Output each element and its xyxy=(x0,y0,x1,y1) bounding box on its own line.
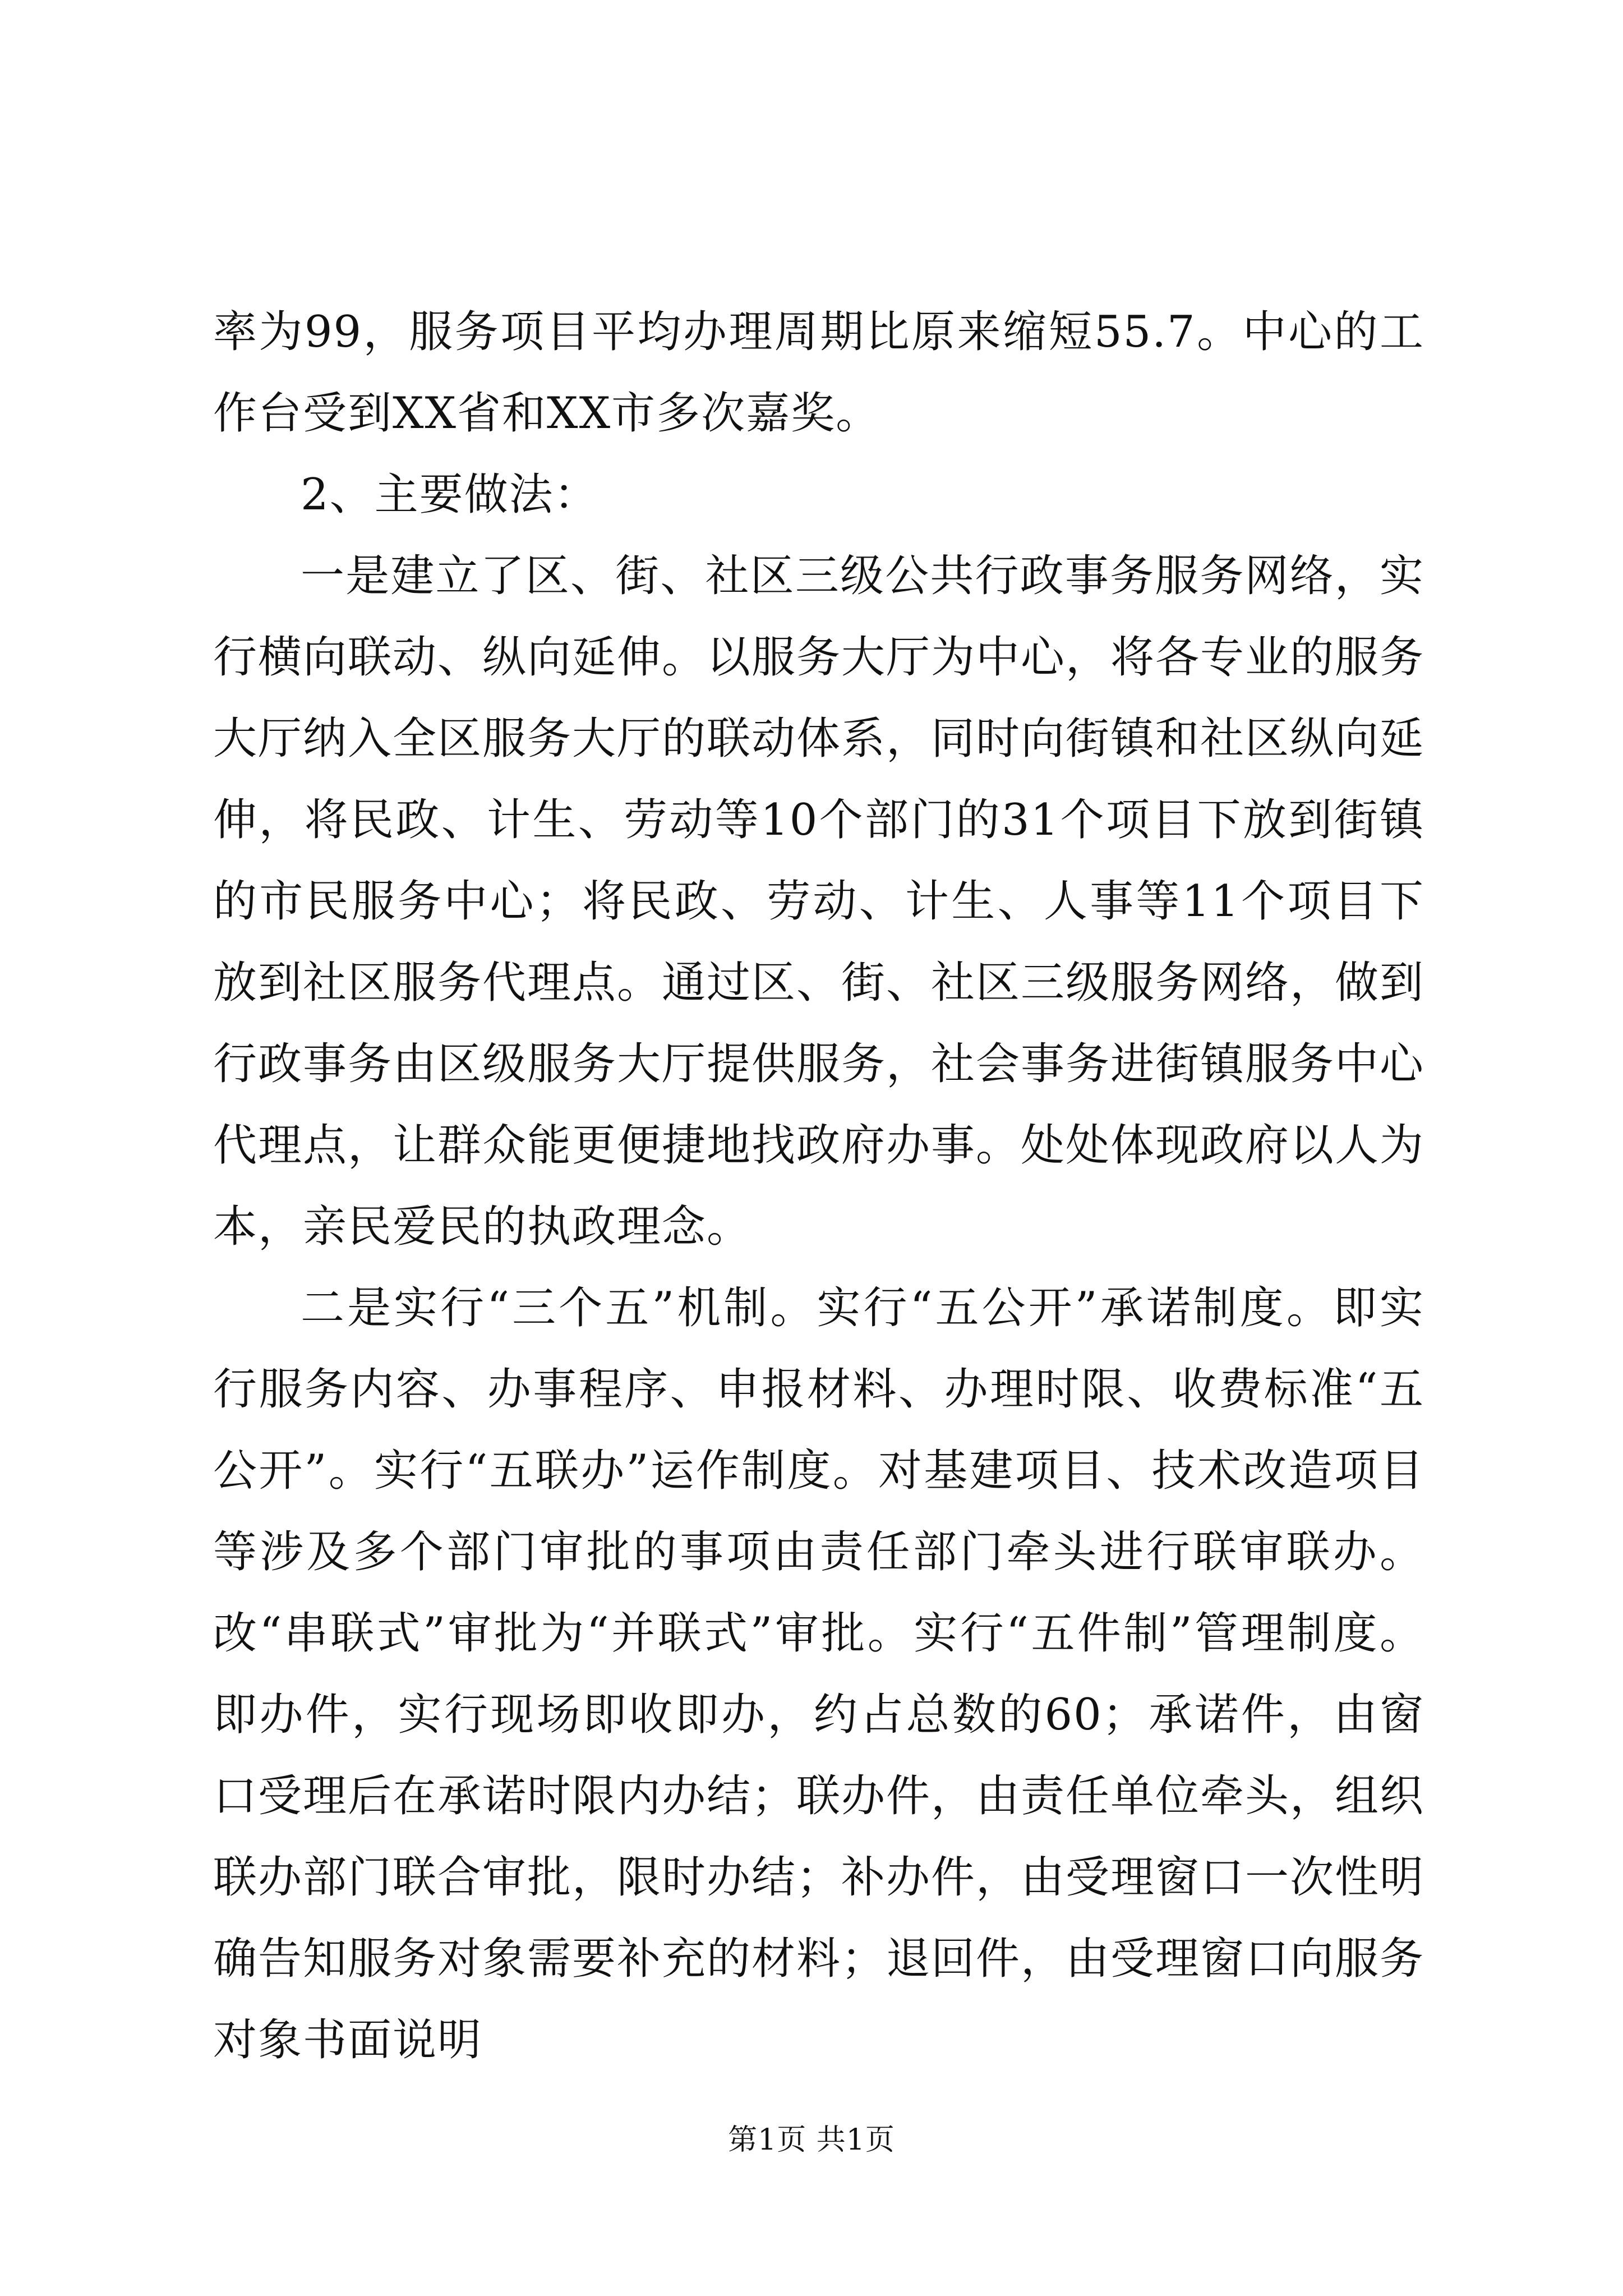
page-footer: 第1页 共1页 xyxy=(728,2123,895,2157)
document-body xyxy=(213,292,1424,2081)
paragraph-3: 一是建立了区、街、社区三级公共行政事务服务网络，实行横向联动、纵向延伸。以服务大厅为中心，将各专业的服务大厅纳入全区服务大厅的联动体系，同时向街镇和社区纵向延伸，将民政、计生、劳动等10个部门的31个项目下放到街镇的市民服务中心；将民政、劳动、计生、人事等11个项目下放到社区服务代理点。通过区、街、社区三级服务网络，做到行政事务由区级服务大厅提供服务，社会事务进街镇服务中心代理点，让群众能更便捷地找政府办事。处处体现政府以人为本，亲民爱民的执政理念。 xyxy=(213,551,1425,1252)
paragraph-2: 2、主要做法： xyxy=(301,470,599,520)
paragraph-4: 二是实行“三个五”机制。实行“五公开”承诺制度。即实行服务内容、办事程序、申报材料、办理时限、收费标准“五公开”。实行“五联办”运作制度。对基建项目、技术改造项目等涉及多个部门审批的事项由责任部门牵头进行联审联办。改“串联式”审批为“并联式”审批。实行“五件制”管理制度。即办件，实行现场即收即办，约占总数的60；承诺件，由窗口受理后在承诺时限内办结；联办件，由责任单位牵头，组织联办部门联合审批，限时办结；补办件，由受理窗口一次性明确告知服务对象需要补充的材料；退回件，由受理窗口向服务对象书面说明 xyxy=(213,1283,1425,2065)
paragraph-1: 率为99，服务项目平均办理周期比原来缩短55.7。中心的工作台受到XX省和XX市多次嘉奖。 xyxy=(213,307,1424,439)
